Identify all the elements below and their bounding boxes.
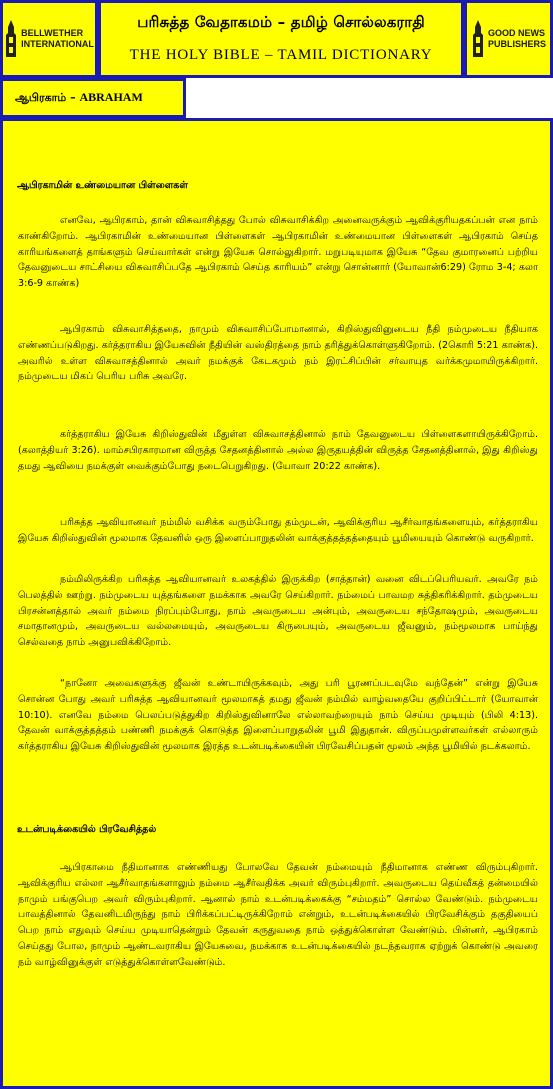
paragraph: பரிசுத்த ஆவியானவர் நம்மில் வசிக்க வரும்போது தம்முடன், ஆவிக்குரிய ஆசீர்வாதங்களையும், கர்த்தராகிய இயேசு கிறிஸ்துவின் மூலமாக தேவனில் ஒரு இளைப்பாறுதலின் வாக்குத்தத்தத்தையும் பூமியையும் கொண்டு வருகிறார்.: [18, 517, 538, 544]
dictionary-title-box: [98, 0, 464, 78]
paragraph: எனவே, ஆபிரகாம், தான் விசுவாசித்தது போல் விசுவாசிக்கிற அனைவருக்கும் ஆவிக்குரியதகப்பன் என நாம் காண்கிறோம். ஆபிரகாமின் உண்மையான பிள்ளைகள் ஆபிரகாமின் உண்மையான பிள்ளைகள் ஆபிரகாம் செய்த காரியங்களைத் தாங்களும் செய்வார்கள் என்று இயேசு சொல்லுகிறார். மறுபடியுமாக இயேசு “தேவ குமாரனைப் பற்றிய தேவனுடைய சாட்சியை விசுவாசிப்பதே ஆபிரகாம் செய்த காரியம்” என்று சொன்னார் (யோவான்6:29) ரோம 3-4; கலா 3:6-9 காண்க): [18, 215, 538, 290]
topic-separator: –: [70, 91, 76, 104]
logo-right-line-2: PUBLISHERS: [487, 39, 546, 49]
topic-tamil: ஆபிரகாம்: [15, 91, 67, 104]
section-heading: உடன்படிக்கையில் பிரவேசித்தல்: [17, 824, 157, 835]
section-heading: ஆபிரகாமின் உண்மையான பிள்ளைகள்: [17, 180, 188, 191]
bell-tower-icon: [471, 19, 485, 59]
paragraph: ஆபிரகாமை நீதிமானாக எண்ணியது போலவே தேவன் நம்மையும் நீதிமானாக எண்ண விரும்புகிறார். ஆவிக்குரிய எல்லா ஆசீர்வாதங்களாலும் நம்மை ஆசீர்வதிக்க அவர் விரும்புகிறார். அவருடைய தெய்வீகத் தன்மையில் நாமும் பங்குபெற அவர் விரும்புகிறார். ஆனால் நாம் உடன்படிக்கைக்கு “சம்மதம்” சொல்ல வேண்டும். நம்முடைய பாவத்தினால் தேவனிடமிருந்து நாம் பிரிக்கப்பட்டிருக்கிறோம் என்றும், உடன்படிக்கையில் பிரவேசிக்கும் தகுதியைப் பெற நாம் எதுவும் செய்ய முடியாதென்றும் தேவன் கருதுவதை நாம் ஒத்துக்கொள்ள வேண்டும். பின்னர், ஆபிரகாம் செய்தது போல, நாமும் ஆண்டவராகிய இயேசுவை, நமக்காக உடன்படிக்கையில் நடந்தவராக ஏற்றுக் கொண்டு அவரை நம் வாழ்வினுக்குள் எடுத்துக்கொள்ளவேண்டும்.: [18, 862, 538, 968]
article-content: [0, 118, 553, 1089]
logo-left-line-1: BELLWETHER: [21, 28, 84, 38]
topic-english: ABRAHAM: [79, 90, 143, 104]
title-tamil: பரிசுத்த வேதாகமம் – தமிழ் சொல்லகராதி: [137, 13, 425, 31]
paragraph: ஆபிரகாம் விசுவாசித்ததை, நாமும் விசுவாசிப்போமானால், கிறிஸ்துவினுடைய நீதி நம்முடைய நீதியாக எண்ணப்படுகிறது. கர்த்தராகிய இயேசுவின் நீதியின் வஸ்திரத்தை நாம் தரித்துக்கொள்ளுகிறோம். (2கொரி 5:21 காண்க). அவரில் உள்ள விசுவாசத்தினால் அவர் நமக்குக் கேடகமும் நம் இரட்சிப்பின் சர்வாயுத வர்க்கமுமாயிருக்கிறார். நம்முடைய மிகப் பெரிய பரிசு அவரே.: [18, 324, 538, 383]
title-english: THE HOLY BIBLE – TAMIL DICTIONARY: [129, 47, 433, 63]
topic-box: [0, 78, 186, 118]
publisher-logo-right: [464, 0, 553, 78]
paragraph: நம்மிலிருக்கிற பரிசுத்த ஆவியானவர் உலகத்தில் இருக்கிற (சாத்தான்) வனை விடப்பெரியவர். அவரே நம் பெலத்தில் ஊற்று. நம்முடைய யுத்தங்களை நமக்காக அவரே செய்கிறார். நம்மைப் பாவமற சுத்திகரிக்கிறார். தம்முடைய பிரசன்னத்தால் அவர் நம்மை நிரப்பும்போது, நாம் அவருடைய அன்பும், அவருடைய சந்தோஷமும், அவருடைய சமாதானமும், அவருடைய வல்லமையும், அவருடைய கிருபையும், அவருடைய ஜீவனும், நம்மூலமாக பாய்ந்து செல்வதை நாம் அனுபவிக்கிறோம்.: [18, 574, 538, 649]
paragraph: “நானோ அவைகளுக்கு ஜீவன் உண்டாயிருக்கவும், அது பரி பூரணப்படவுமே வந்தேன்” என்று இயேசு சொன்ன போது அவர் பரிசுத்த ஆவியானவர் மூலமாகத் தமது ஜீவன் நம்மில் வாழ்வதையே குறிப்பிட்டார் (யோவான் 10:10). எனவே நம்மை பெலப்படுத்துகிற கிறிஸ்துவினாலே எல்லாவற்றையும் நாம் செய்ய முடியும் (பிலி 4:13). தேவன் வாக்குத்தத்தம் பண்ணி நமக்குக் கொடுத்த இளைப்பாறுதலின் பூமி இதுதான். விருப்பமுள்ளவர்கள் எல்லாரும் கர்த்தராகிய இயேசு கிறிஸ்துவின் மூலமாக இரத்த உடன்படிக்கையின் பிரவேசிப்பதன் மூலம் அந்த பூமியில் நடக்கலாம்.: [18, 678, 538, 753]
logo-left-line-2: INTERNATIONAL: [21, 39, 94, 49]
publisher-logo-left: [0, 0, 98, 78]
topic-heading: [15, 90, 143, 106]
paragraph: கர்த்தராகிய இயேசு கிறிஸ்துவின் மீதுள்ள விசுவாசத்தினால் நாம் தேவனுடைய பிள்ளைகளாயிருக்கிறோம். (கலாத்தியர் 3:26). மாம்சபிரகாரமான விருத்த சேதனத்தினால் அல்ல இருதயத்தின் விருத்த சேதனத்தினால், இது கிறிஸ்து தமது ஆவியை நமக்குள் வைக்கும்போது நடைபெறுகிறது. (யோவா 20:22 காண்க).: [18, 429, 538, 472]
logo-right-line-1: GOOD NEWS: [487, 28, 545, 38]
bell-tower-icon: [4, 19, 18, 59]
